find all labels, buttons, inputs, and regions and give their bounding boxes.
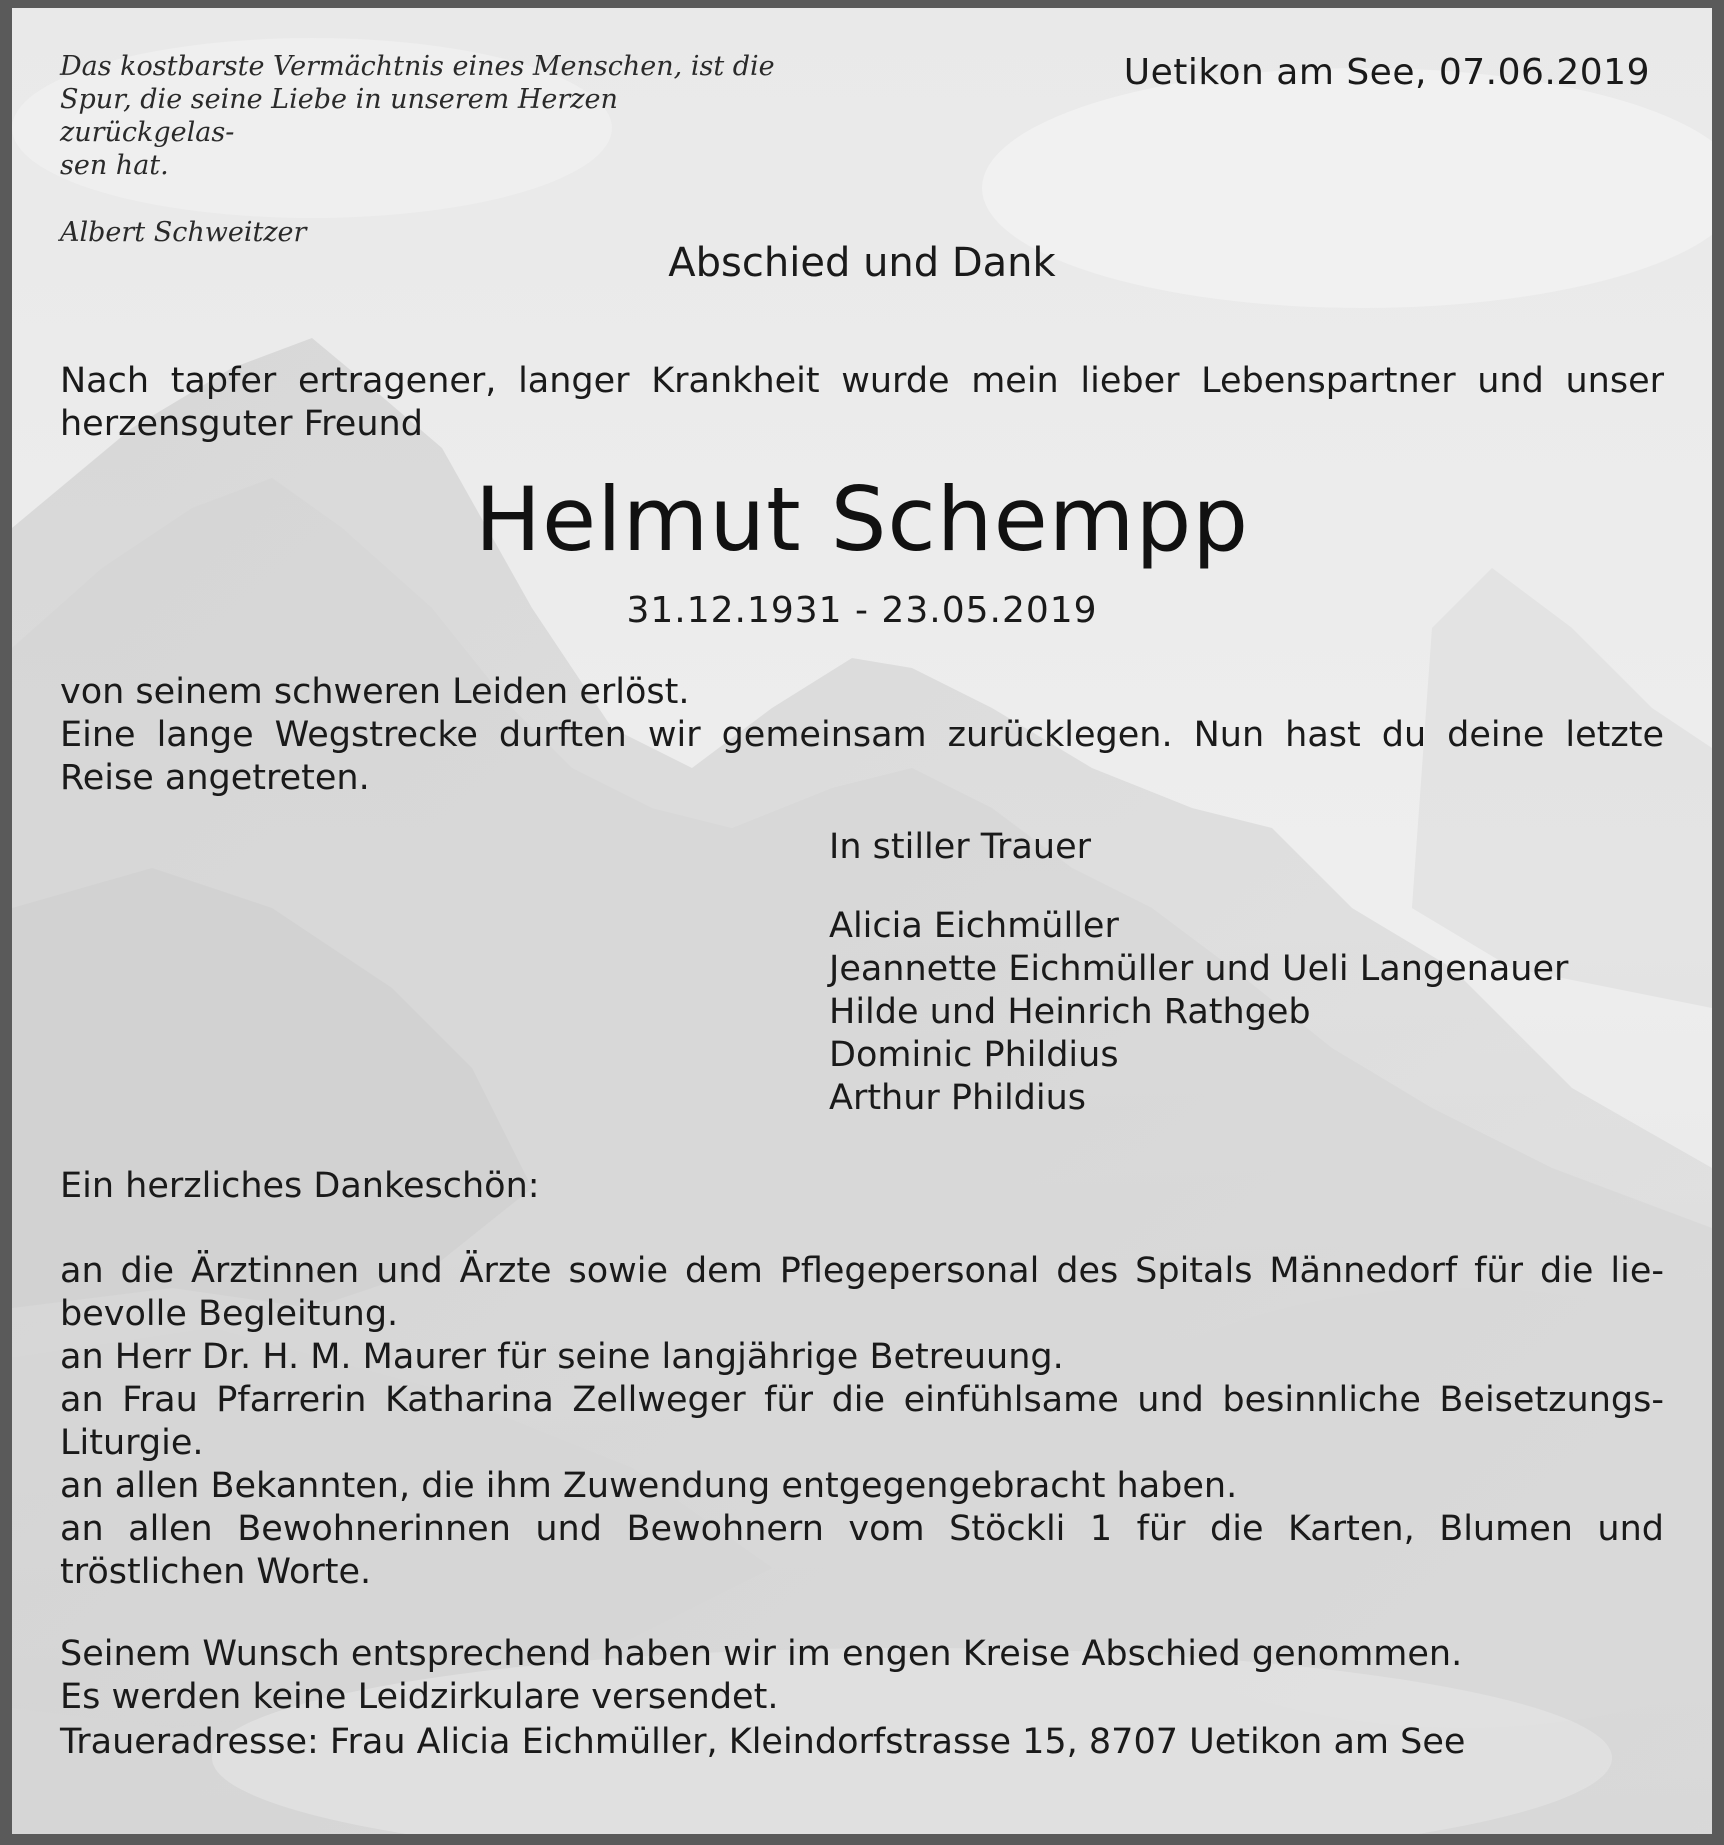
- thanks-line: bevolle Begleitung.: [60, 1294, 399, 1334]
- quote-line: Das kostbarste Vermächtnis eines Menschen, ist die: [60, 51, 775, 82]
- thanks-line: an allen Bekannten, die ihm Zuwendung entgegengebracht haben.: [60, 1466, 1238, 1506]
- mourner-name: Arthur Phildius: [829, 1078, 1087, 1118]
- thanks-line: an Herr Dr. H. M. Maurer für seine langjährige Betreuung.: [60, 1337, 1064, 1377]
- mourning-address: Traueradresse: Frau Alicia Eichmüller, Kleindorfstrasse 15, 8707 Uetikon am See: [60, 1722, 1466, 1762]
- thanks-line: Liturgie.: [60, 1423, 204, 1463]
- deceased-name: Helmut Schempp: [474, 468, 1250, 571]
- quote-line: sen hat.: [60, 150, 169, 181]
- intro-paragraph: [60, 360, 1664, 446]
- after-line: Eine lange Wegstrecke durften wir gemeinsam zurücklegen. Nun hast du deine letzte: [60, 715, 1664, 755]
- mourner-name: Jeannette Eichmüller und Ueli Langenauer: [829, 949, 1569, 989]
- thanks-heading: Ein herzliches Dankeschön:: [60, 1166, 540, 1206]
- quote-author: Albert Schweitzer: [60, 217, 307, 248]
- after-paragraph: [60, 671, 1664, 800]
- after-line: Reise angetreten.: [60, 758, 370, 798]
- life-dates: 31.12.1931 - 23.05.2019: [626, 590, 1098, 631]
- closing-line: Es werden keine Leidzirkulare versendet.: [60, 1677, 779, 1717]
- notice-heading: Abschied und Dank: [668, 240, 1056, 286]
- thanks-line: an die Ärztinnen und Ärzte sowie dem Pflegepersonal des Spitals Männedorf für die lie-: [60, 1251, 1664, 1291]
- thanks-line: tröstlichen Worte.: [60, 1552, 372, 1592]
- notice-content: [12, 8, 1712, 1834]
- closing-line: Seinem Wunsch entsprechend haben wir im engen Kreise Abschied genommen.: [60, 1634, 1463, 1674]
- thanks-line: an Frau Pfarrerin Katharina Zellweger für die einfühlsame und besinnliche Beisetzungs-: [60, 1380, 1664, 1420]
- thanks-paragraph: [60, 1250, 1664, 1594]
- intro-line: herzensguter Freund: [60, 404, 423, 444]
- mourner-name: Hilde und Heinrich Rathgeb: [829, 992, 1311, 1032]
- thanks-line: an allen Bewohnerinnen und Bewohnern vom Stöckli 1 für die Karten, Blumen und: [60, 1509, 1664, 1549]
- mourners-block: [829, 826, 1568, 1120]
- quote-line: Spur, die seine Liebe in unserem Herzen zurückgelas-: [60, 84, 618, 148]
- mourning-lead: In stiller Trauer: [829, 827, 1091, 867]
- closing-paragraph: [60, 1633, 1664, 1719]
- after-line: von seinem schweren Leiden erlöst.: [60, 672, 690, 712]
- mourner-name: Dominic Phildius: [829, 1035, 1119, 1075]
- place-and-date: Uetikon am See, 07.06.2019: [1123, 52, 1650, 93]
- epigraph-quote: [60, 50, 780, 249]
- intro-line: Nach tapfer ertragener, langer Krankheit wurde mein lieber Lebenspartner und unser: [60, 361, 1664, 401]
- obituary-notice: [12, 8, 1712, 1834]
- mourner-name: Alicia Eichmüller: [829, 906, 1119, 946]
